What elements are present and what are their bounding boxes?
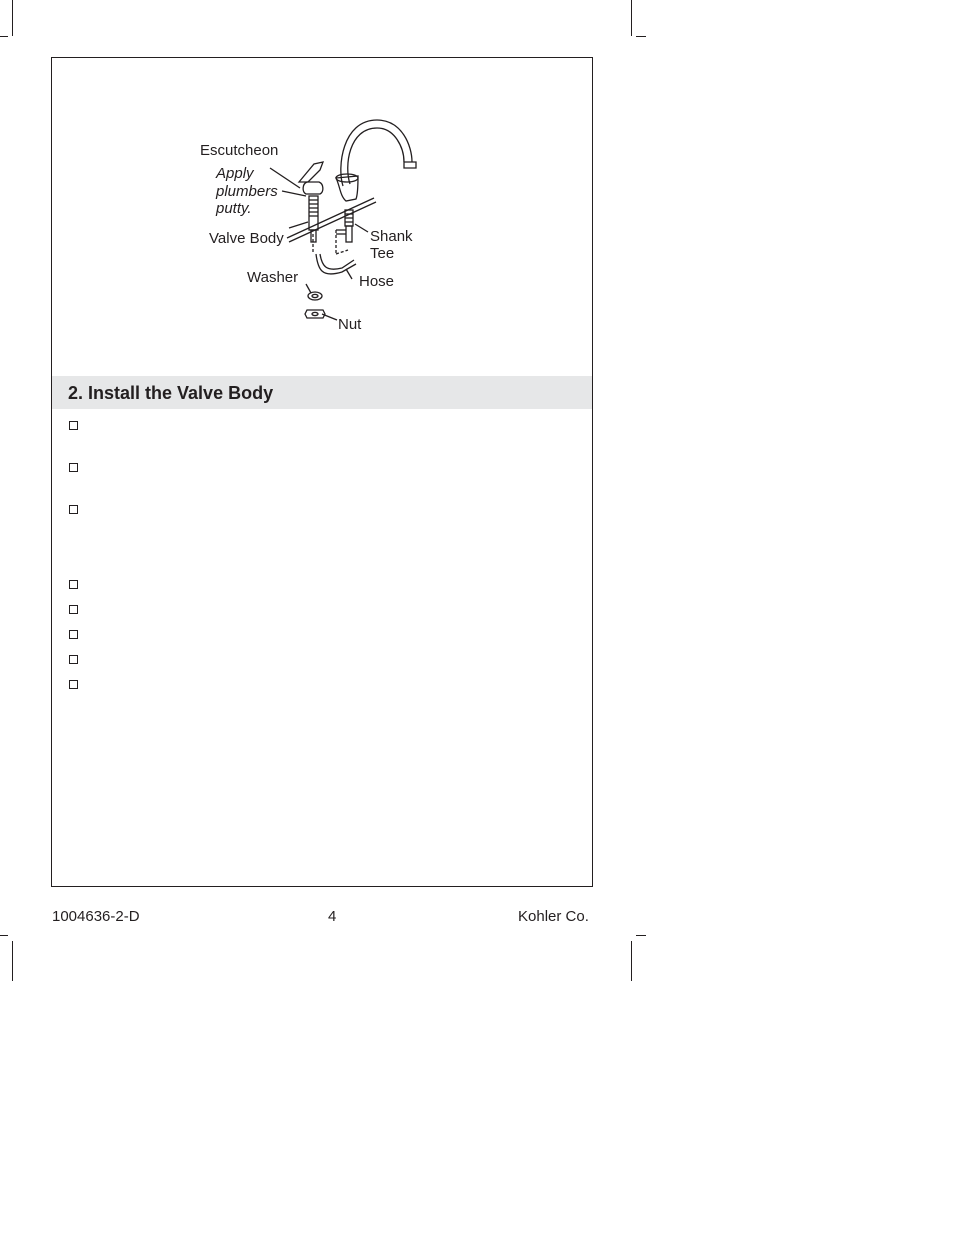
label-washer: Washer [247, 269, 299, 286]
checklist-checkbox-5[interactable] [69, 605, 78, 614]
label-shank: Shank [370, 228, 413, 245]
checklist-checkbox-4[interactable] [69, 580, 78, 589]
label-tee: Tee [370, 245, 395, 262]
checklist-checkbox-7[interactable] [69, 655, 78, 664]
label-escutcheon: Escutcheon [200, 142, 279, 159]
checklist-checkbox-2[interactable] [69, 463, 78, 472]
label-nut: Nut [338, 316, 362, 333]
footer-page-number: 4 [328, 908, 337, 925]
crop-mark-top-left-h [0, 36, 8, 37]
checklist-checkbox-8[interactable] [69, 680, 78, 689]
footer-doc-number: 1004636-2-D [52, 908, 140, 925]
checklist-checkbox-6[interactable] [69, 630, 78, 639]
label-apply-putty-2: plumbers [216, 183, 278, 200]
footer-company: Kohler Co. [518, 908, 589, 925]
crop-mark-top-left [12, 0, 13, 36]
crop-mark-bottom-right [631, 941, 632, 981]
crop-mark-bottom-right-h [636, 935, 646, 936]
label-apply-putty-1: Apply [216, 165, 254, 182]
checklist-checkbox-1[interactable] [69, 421, 78, 430]
label-apply-putty-3: putty. [216, 200, 252, 217]
crop-mark-bottom-left [12, 941, 13, 981]
label-hose: Hose [359, 273, 395, 290]
faucet-drawing [52, 58, 592, 376]
section-header [52, 376, 592, 409]
label-valve-body: Valve Body [209, 230, 284, 247]
section-title: 2. Install the Valve Body [68, 383, 274, 403]
content-frame [51, 57, 593, 887]
crop-mark-top-right-h [636, 36, 646, 37]
crop-mark-top-right [631, 0, 632, 36]
checklist-checkbox-3[interactable] [69, 505, 78, 514]
faucet-installation-illustration [52, 58, 592, 376]
crop-mark-bottom-left-h [0, 935, 8, 936]
